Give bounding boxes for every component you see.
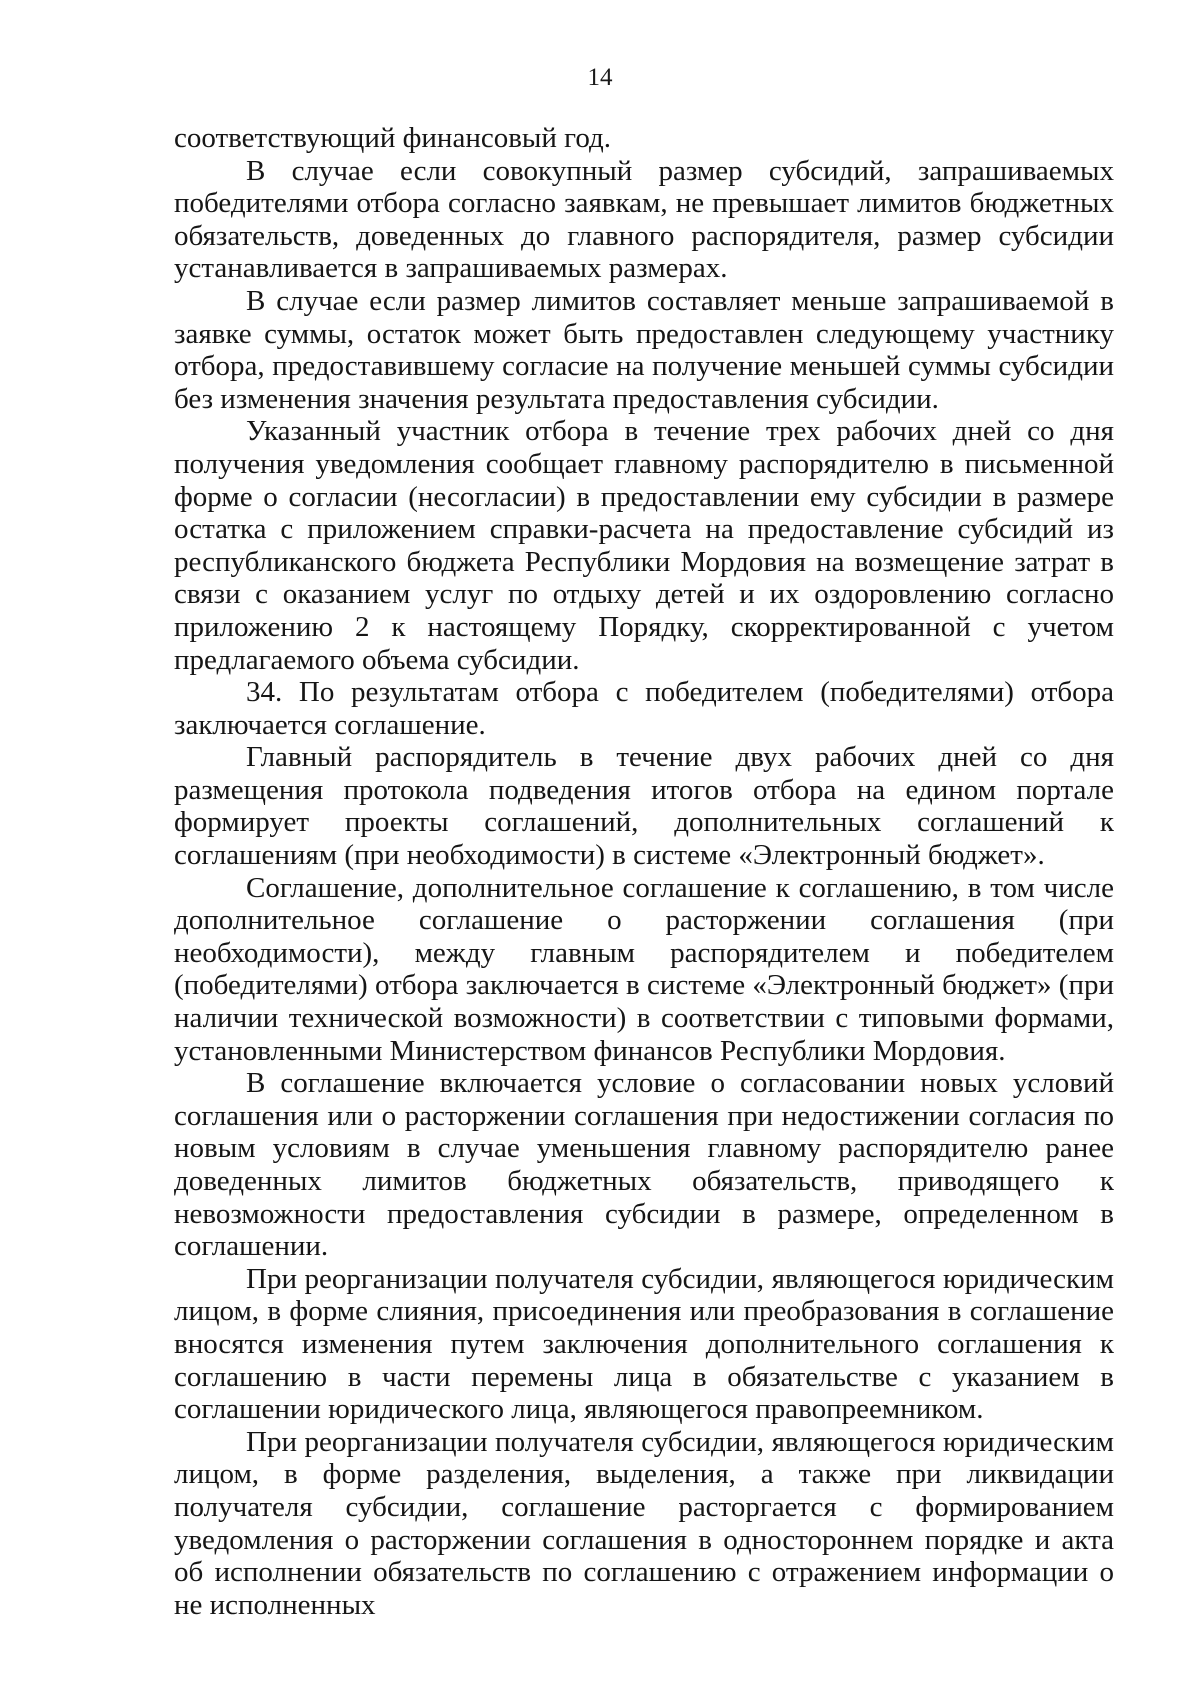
paragraph-7: Соглашение, дополнительное соглашение к соглашению, в том числе дополнительное соглашение о расторжении соглашения (при необходимости), между главным распорядителем и победителем (победителями) отбора заключается в системе «Электронный бюджет» (при наличии технической возможности) в соответствии с типовыми формами, установленными Министерством финансов Республики Мордовия. [174,871,1114,1067]
paragraph-8: В соглашение включается условие о согласовании новых условий соглашения или о расторжении соглашения при недостижении согласия по новым условиям в случае уменьшения главному распорядителю ранее доведенных лимитов бюджетных обязательств, приводящего к невозможности предоставления субсидии в размере, определенном в соглашении. [174,1067,1114,1263]
paragraph-2: В случае если совокупный размер субсидий, запрашиваемых победителями отбора согласно заявкам, не превышает лимитов бюджетных обязательств, доведенных до главного распорядителя, размер субсидии устанавливается в запрашиваемых размерах. [174,154,1114,285]
paragraph-10: При реорганизации получателя субсидии, являющегося юридическим лицом, в форме разделения, выделения, а также при ликвидации получателя субсидии, соглашение расторгается с формированием уведомления о расторжении соглашения в одностороннем порядке и акта об исполнении обязательств по соглашению с отражением информации о не исполненных [174,1425,1114,1621]
page-number: 14 [587,64,613,91]
paragraph-9: При реорганизации получателя субсидии, являющегося юридическим лицом, в форме слияния, присоединения или преобразования в соглашение вносятся изменения путем заключения дополнительного соглашения к соглашению в части перемены лица в обязательстве с указанием в соглашении юридического лица, являющегося правопреемником. [174,1262,1114,1426]
paragraph-6: Главный распорядитель в течение двух рабочих дней со дня размещения протокола подведения итогов отбора на едином портале формирует проекты соглашений, дополнительных соглашений к соглашениям (при необходимости) в системе «Электронный бюджет». [174,741,1114,872]
paragraph-1: соответствующий финансовый год. [174,122,611,154]
document-body [174,122,1114,1621]
paragraph-3: В случае если размер лимитов составляет меньше запрашиваемой в заявке суммы, остаток может быть предоставлен следующему участнику отбора, предоставившему согласие на получение меньшей суммы субсидии без изменения значения результата предоставления субсидии. [174,284,1114,415]
paragraph-5: 34. По результатам отбора с победителем (победителями) отбора заключается соглашение. [174,676,1114,741]
paragraph-4: Указанный участник отбора в течение трех рабочих дней со дня получения уведомления сообщает главному распорядителю в письменной форме о согласии (несогласии) в предоставлении ему субсидии в размере остатка с приложением справки-расчета на предоставление субсидий из республиканского бюджета Республики Мордовия на возмещение затрат в связи с оказанием услуг по отдыху детей и их оздоровлению согласно приложению 2 к настоящему Порядку, скорректированной с учетом предлагаемого объема субсидии. [174,415,1114,676]
